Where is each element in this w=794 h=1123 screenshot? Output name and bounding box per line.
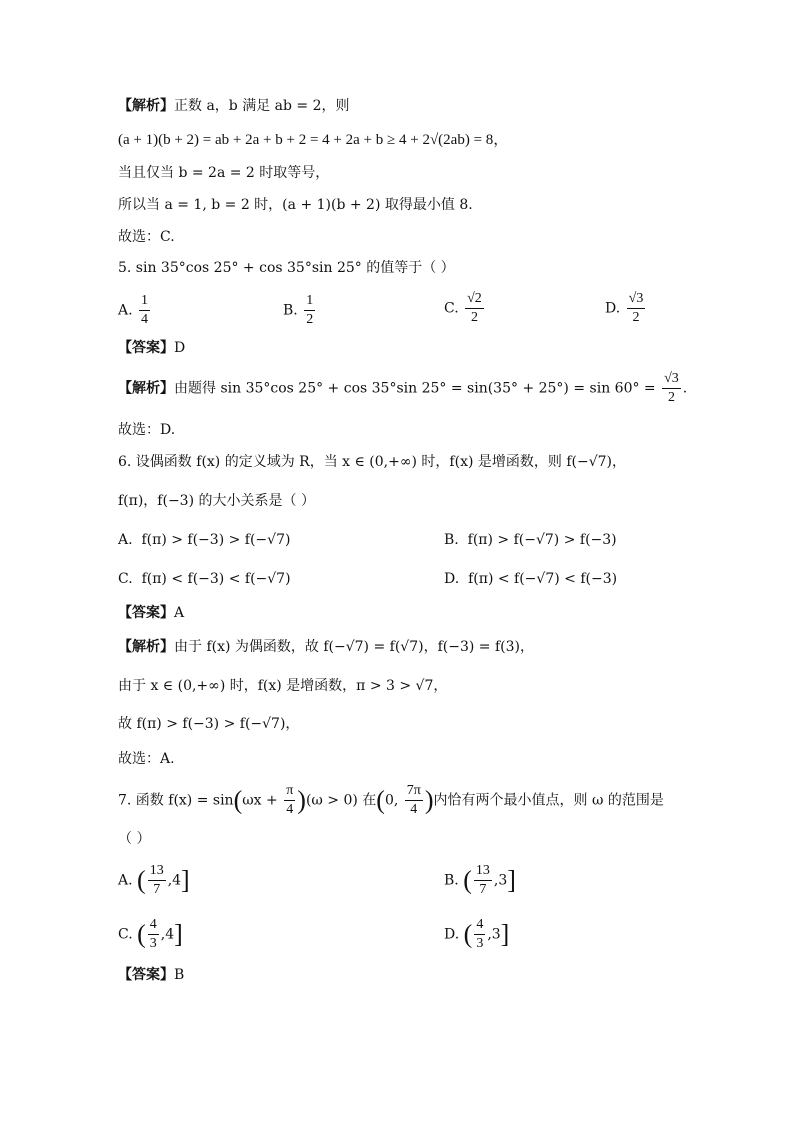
option-label: D. [444, 926, 460, 943]
analysis-equation: (a + 1)(b + 2) = ab + 2a + b + 2 = 4 + 2a + b ≥ 4 + 2√(2ab) = 8， [118, 132, 509, 148]
analysis-label: 【解析】 [118, 380, 174, 397]
option-label: A. [118, 532, 133, 548]
numerator: 1 [304, 292, 315, 311]
answer-line [118, 965, 184, 985]
analysis-text: 由于 f(x) 为偶函数，故 f(−√7) = f(√7)，f(−3) = f(3)， [174, 639, 534, 655]
left-paren: ( [463, 919, 473, 949]
q6-option-d [444, 569, 617, 589]
numerator: √3 [662, 370, 681, 389]
denominator: 3 [149, 936, 157, 951]
q5-option-b [283, 292, 317, 329]
numerator: π [284, 782, 295, 801]
right-bracket: ] [507, 865, 516, 895]
fraction [148, 862, 166, 899]
interval-end: ,4 [160, 926, 175, 943]
analysis-text: 当且仅当 b = 2a = 2 时取等号， [118, 165, 330, 181]
q5-option-a [118, 292, 152, 329]
numerator: 4 [148, 916, 159, 935]
right-bracket: ] [181, 865, 190, 895]
analysis-text: 正数 a，b 满足 ab = 2，则 [174, 98, 350, 114]
fraction [627, 290, 646, 327]
answer-paren: （ ） [118, 831, 151, 847]
analysis-text: 故 f(π) > f(−3) > f(−√7)， [118, 716, 300, 732]
denominator: 4 [141, 312, 149, 327]
period: . [682, 380, 688, 397]
answer-value: D [174, 340, 186, 356]
answer-label: 【答案】 [118, 967, 174, 983]
left-paren: ( [137, 919, 146, 949]
q6-option-b [444, 530, 617, 550]
q7-option-c [118, 916, 183, 953]
fraction [465, 290, 484, 327]
stem-text: ωx + [242, 792, 278, 809]
option-label: B. [283, 302, 298, 319]
q6-option-a [118, 530, 290, 550]
choose-text: 故选：A. [118, 751, 175, 767]
interval-end: ,4 [167, 872, 182, 889]
left-paren: ( [233, 785, 243, 815]
denominator: 7 [479, 882, 487, 897]
analysis-line [118, 637, 534, 657]
option-label: B. [444, 532, 459, 548]
numerator: 4 [474, 916, 485, 935]
option-label: A. [118, 302, 133, 319]
interval-end: ,3 [487, 926, 501, 943]
q7-option-a [118, 862, 190, 899]
left-paren: ( [137, 865, 146, 895]
option-label: C. [118, 926, 133, 943]
question-6-stem: 6. 设偶函数 f(x) 的定义域为 R，当 x ∈ (0,+∞) 时，f(x) 是增函数，则 f(−√7)， [118, 454, 626, 470]
choose-text: 故选：D. [118, 422, 176, 438]
numerator: 7π [405, 782, 423, 801]
option-label: C. [444, 300, 459, 317]
option-text: f(π) < f(−3) < f(−√7) [141, 571, 291, 587]
answer-line [118, 603, 184, 623]
numerator: √3 [627, 290, 646, 309]
q7-option-d [444, 916, 509, 953]
analysis-label: 【解析】 [118, 639, 174, 655]
question-7-stem [118, 782, 664, 819]
stem-text: 0, [384, 792, 399, 809]
option-text: f(π) < f(−√7) < f(−3) [468, 571, 618, 587]
question-5-stem: 5. sin 35°cos 25° + cos 35°sin 25° 的值等于（ ） [118, 260, 455, 276]
fraction [662, 370, 681, 407]
answer-value: A [174, 605, 185, 621]
analysis-line [118, 96, 350, 116]
right-paren: ) [297, 785, 306, 815]
option-label: B. [444, 872, 459, 889]
fraction [405, 782, 423, 819]
answer-value: B [174, 967, 185, 983]
q6-option-c [118, 569, 291, 589]
choose-text: 故选：C. [118, 229, 175, 245]
right-paren: ) [424, 785, 434, 815]
left-paren: ( [463, 865, 472, 895]
denominator: 2 [667, 390, 675, 405]
analysis-text: 由于 x ∈ (0,+∞) 时，f(x) 是增函数，π > 3 > √7， [118, 678, 448, 694]
denominator: 2 [306, 312, 314, 327]
stem-text: 内恰有两个最小值点，则 ω 的范围是 [433, 792, 664, 809]
interval-end: ,3 [493, 872, 508, 889]
q5-option-c [444, 290, 486, 327]
left-paren: ( [376, 785, 385, 815]
numerator: √2 [465, 290, 484, 309]
stem-text: 7. 函数 f(x) = sin [118, 792, 234, 809]
fraction [139, 292, 150, 329]
answer-label: 【答案】 [118, 605, 174, 621]
numerator: 1 [139, 292, 150, 311]
denominator: 4 [286, 802, 294, 817]
answer-line [118, 338, 185, 358]
option-label: C. [118, 571, 133, 587]
analysis-text: 所以当 a = 1, b = 2 时，(a + 1)(b + 2) 取得最小值 8. [118, 197, 473, 213]
numerator: 13 [148, 862, 166, 881]
denominator: 2 [470, 310, 478, 325]
denominator: 2 [632, 310, 640, 325]
option-label: A. [118, 872, 133, 889]
fraction [474, 916, 485, 953]
option-text: f(π) > f(−√7) > f(−3) [467, 532, 617, 548]
analysis-label: 【解析】 [118, 98, 174, 114]
option-label: D. [605, 300, 621, 317]
q7-option-b [444, 862, 516, 899]
denominator: 3 [476, 936, 484, 951]
option-text: f(π) > f(−3) > f(−√7) [141, 532, 291, 548]
q5-option-d [605, 290, 647, 327]
fraction [284, 782, 295, 819]
answer-label: 【答案】 [118, 340, 174, 356]
numerator: 13 [474, 862, 492, 881]
question-6-stem-cont: f(π)，f(−3) 的大小关系是（ ） [118, 493, 315, 509]
denominator: 7 [153, 882, 161, 897]
denominator: 4 [410, 802, 418, 817]
stem-text: (ω > 0) 在 [305, 792, 377, 809]
analysis-text: 由题得 sin 35°cos 25° + cos 35°sin 25° = sin(35° + 25°) = sin 60° = [174, 380, 656, 397]
option-label: D. [444, 571, 460, 587]
fraction [474, 862, 492, 899]
right-bracket: ] [174, 919, 183, 949]
analysis-line [118, 370, 687, 407]
fraction [148, 916, 159, 953]
fraction [304, 292, 315, 329]
right-bracket: ] [500, 919, 510, 949]
